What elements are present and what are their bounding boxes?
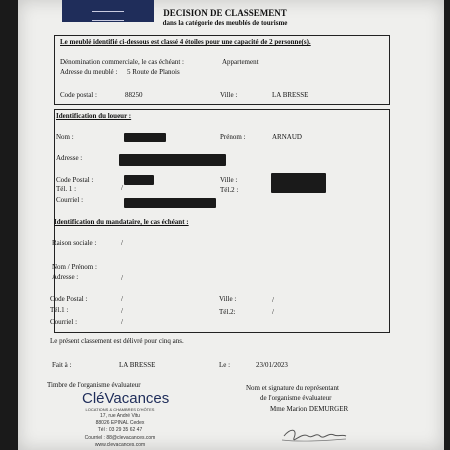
meuble-cp-value: 88250 [125,91,143,99]
loueur-courriel-label: Courriel : [56,196,84,204]
document-subtitle: dans la catégorie des meublés de tourisme [162,19,288,27]
mandataire-adresse-label: Adresse : [52,273,79,281]
fait-label: Fait à : [52,361,72,369]
stamp-phone: Tél : 03 29 35 62 47 [97,427,143,433]
loueur-adresse-label: Adresse : [56,154,83,162]
timbre-label: Timbre de l'organisme évaluateur [47,381,141,389]
meuble-ville-label: Ville : [220,91,238,99]
redacted-nom [124,133,166,142]
loueur-heading: Identification du loueur : [56,112,132,120]
clevacances-stamp-logo: CléVacances [82,390,170,407]
loueur-nom-label: Nom : [56,133,74,141]
meuble-adresse-value: 5 Route de Planois [127,68,180,76]
mandataire-cp-label: Code Postal : [50,295,88,303]
meuble-cp-label: Code postal : [60,91,97,99]
loueur-ville-label: Ville : [220,176,238,184]
meuble-ville-value: LA BRESSE [272,91,309,99]
validity-text: Le présent classement est délivré pour cinq ans. [50,337,184,345]
handwritten-signature [280,424,350,448]
signature-label-2: de l'organisme évaluateur [260,394,332,402]
denomination-value: Appartement [222,58,259,66]
redacted-adresse [119,154,226,166]
mandataire-adresse-value: / [121,274,123,282]
date-label: Le : [219,361,231,369]
date-value: 23/01/2023 [256,361,288,369]
mandataire-tel1-label: Tél.1 : [50,306,69,314]
loueur-prenom-label: Prénom : [220,133,246,141]
mandataire-heading: Identification du mandataire, le cas échéant : [54,218,189,226]
mandataire-cp-value: / [121,295,123,303]
redacted-courriel [124,198,216,208]
loueur-tel1-value: / [121,184,123,192]
mandataire-courriel-label: Courriel : [50,318,78,326]
denomination-label: Dénomination commerciale, le cas échéant : [60,58,185,66]
fait-value: LA BRESSE [119,361,156,369]
representant-name: Mme Marion DEMURGER [270,405,349,413]
loueur-tel2-label: Tél.2 : [220,186,239,194]
stamp-address-2: 88026 EPINAL Cedex [95,420,145,426]
stamp-email: Courriel : 88@clevacances.com [84,435,156,441]
mandataire-tel1-value: / [121,307,123,315]
mandataire-raison-value: / [121,239,123,247]
stamp-website: www.clevacances.com [94,442,146,448]
redacted-cp [124,175,154,185]
loueur-cp-label: Code Postal : [56,176,94,184]
redacted-ville [271,173,326,193]
loueur-prenom-value: ARNAUD [272,133,302,141]
mandataire-nom-label: Nom / Prénom : [52,263,97,271]
mandataire-raison-label: Raison sociale : [52,239,97,247]
stamp-tagline: LOCATIONS & CHAMBRES D'HÔTES [85,407,155,412]
stamp-address-1: 17, rue André Vitu [100,413,140,419]
meuble-adresse-label: Adresse du meublé : [60,68,118,76]
mandataire-ville-label: Ville : [219,295,237,303]
signature-label-1: Nom et signature du représentant [246,384,339,392]
loueur-tel1-label: Tél. 1 : [56,185,77,193]
mandataire-tel2-label: Tél.2: [219,308,236,316]
document-title: DECISION DE CLASSEMENT [163,8,287,18]
meuble-heading: Le meublé identifié ci-dessous est classé 4 étoiles pour une capacité de 2 personne(s). [60,38,311,46]
mandataire-courriel-value: / [121,318,123,326]
mandataire-tel2-value: / [272,308,274,316]
mandataire-ville-value: / [272,296,274,304]
